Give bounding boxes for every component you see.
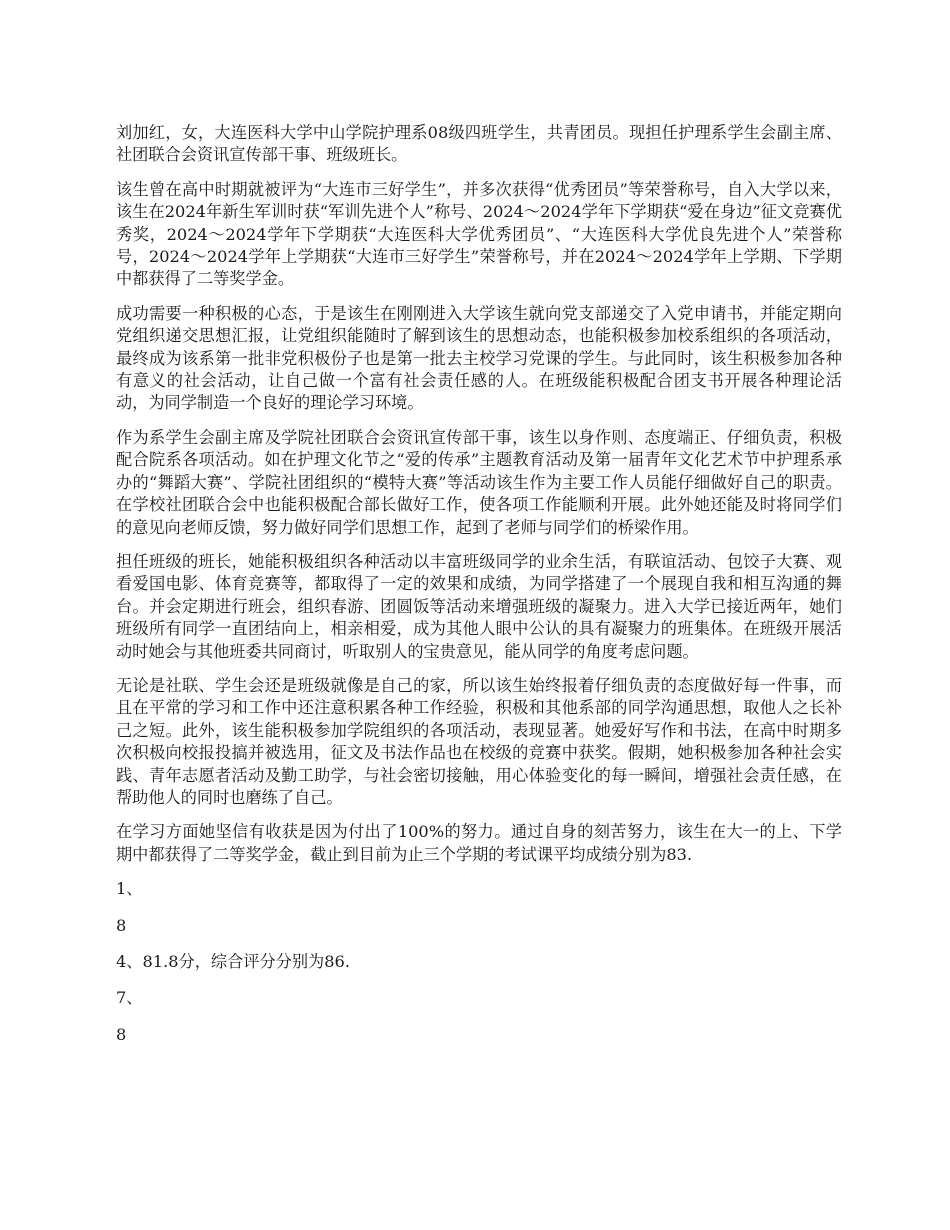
fragment-line: 1、 [116,879,143,899]
paragraph-activities: 无论是社联、学生会还是班级就像是自己的家，所以该生始终报着仔细负责的态度做好每一件事，而且在平常的学习和工作中还注意积累各种工作经验，积极和其他系部的同学沟通思想，取他人之长补己之短。此外，该生能积极参加学院组织的各项活动，表现显著。她爱好写作和书法，在高中时期多次积极向校报投搞并被选用，征文及书法作品也在校级的竞赛中获奖。假期，她积极参加各种社会实践、青年志愿者活动及勤工助学，与社会密切接触，用心体验变化的每一瞬间，增强社会责任感，在帮助他人的同时也磨练了自己。 [116,675,842,807]
document-body [116,122,842,1060]
fragment-line: 7、 [116,988,143,1008]
paragraph-study: 在学习方面她坚信有收获是因为付出了100%的努力。通过自身的刻苦努力，该生在大一的上、下学期中都获得了二等奖学金，截止到目前为止三个学期的考试课平均成绩分别为83. [116,822,842,864]
fragment-line: 8 [116,915,127,935]
fragment-line: 4、81.8分，综合评分分别为86. [116,952,350,971]
fragment-line: 8 [116,1024,127,1044]
paragraph-class-monitor: 担任班级的班长，她能积极组织各种活动以丰富班级同学的业余生活，有联谊活动、包饺子大赛、观看爱国电影、体育竞赛等，都取得了一定的效果和成绩，为同学搭建了一个展现自我和相互沟通的舞台。并会定期进行班会，组织春游、团圆饭等活动来增强班级的凝聚力。进入大学已接近两年，她们班级所有同学一直团结向上，相亲相爱，成为其他人眼中公认的具有凝聚力的班集体。在班级开展活动时她会与其他班委共同商讨，听取别人的宝贵意见，能从同学的角度考虑问题。 [116,551,842,661]
paragraph-student-union: 作为系学生会副主席及学院社团联合会资讯宣传部干事，该生以身作则、态度端正、仔细负责，积极配合院系各项活动。如在护理文化节之“爱的传承”主题教育活动及第一届青年文化艺术节中护理系承办的“舞蹈大赛”、学院社团组织的“模特大赛”等活动该生作为主要工作人员能仔细做好自己的职责。在学校社团联合会中也能积极配合部长做好工作，使各项工作能顺利开展。此外她还能及时将同学们的意见向老师反馈，努力做好同学们思想工作，起到了老师与同学们的桥梁作用。 [116,427,842,537]
paragraph-party: 成功需要一种积极的心态，于是该生在刚刚进入大学该生就向党支部递交了入党申请书，并能定期向党组织递交思想汇报，让党组织能随时了解到该生的思想动态，也能积极参加校系组织的各项活动，最终成为该系第一批非党积极份子也是第一批去主校学习党课的学生。与此同时，该生积极参加各种有意义的社会活动，让自己做一个富有社会责任感的人。在班级能积极配合团支书开展各种理论活动，为同学制造一个良好的理论学习环境。 [116,303,842,413]
paragraph-intro: 刘加红，女，大连医科大学中山学院护理系08级四班学生，共青团员。现担任护理系学生会副主席、社团联合会资讯宣传部干事、班级班长。 [116,123,842,165]
paragraph-honors: 该生曾在高中时期就被评为“大连市三好学生”，并多次获得“优秀团员”等荣誉称号，自入大学以来，该生在2024年新生军训时获“军训先进个人”称号、2024～2024学年下学期获“爱在身边”征文竞赛优秀奖，2024～2024学年下学期获“大连医科大学优秀团员”、“大连医科大学优良先进个人”荣誉称号，2024～2024学年上学期获“大连市三好学生”荣誉称号，并在2024～2024学年上学期、下学期中都获得了二等奖学金。 [116,179,842,289]
